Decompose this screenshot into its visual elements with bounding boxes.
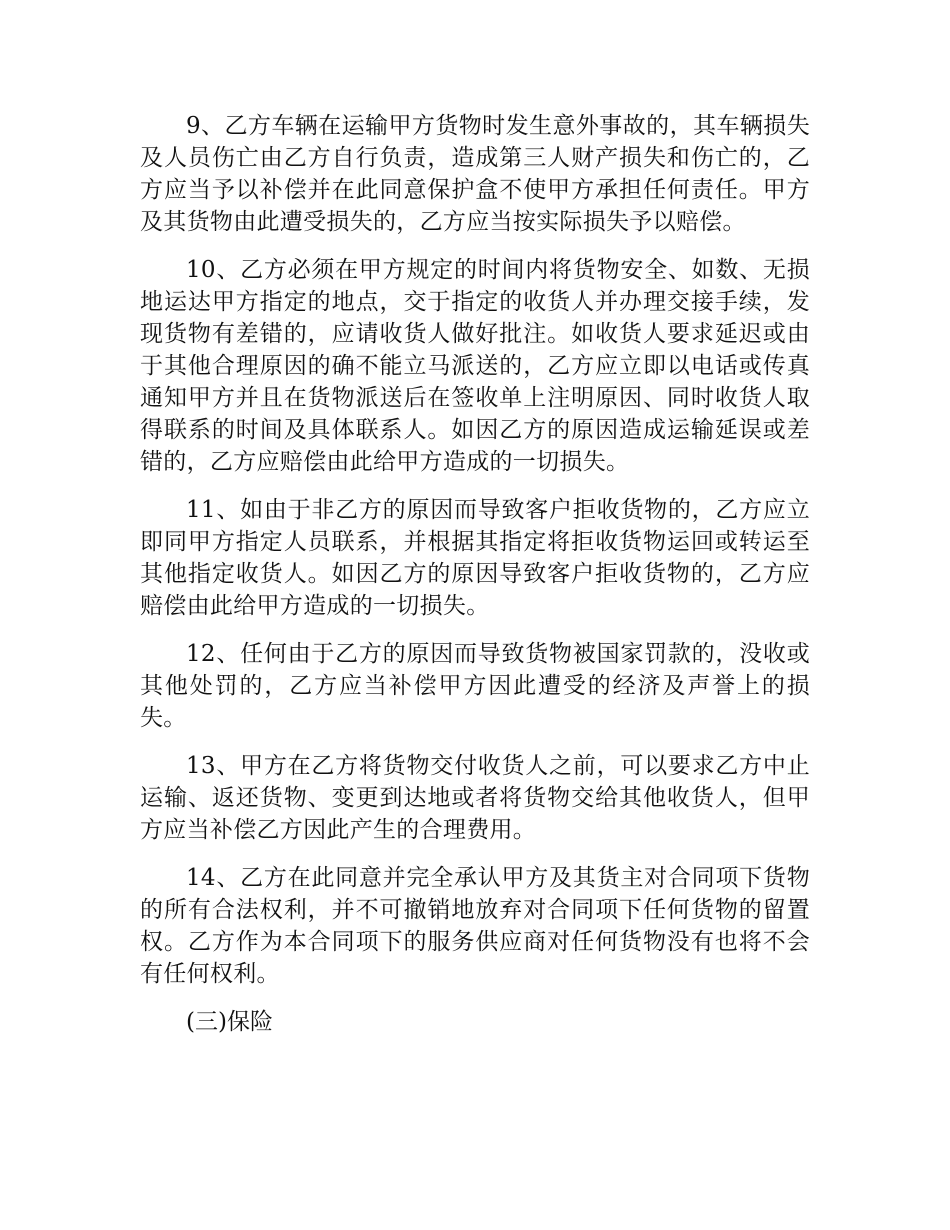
clause-10: 10、乙方必须在甲方规定的时间内将货物安全、如数、无损地运达甲方指定的地点，交于指定的收货人并办理交接手续，发现货物有差错的，应请收货人做好批注。如收货人要求延迟或由于其他合理原因的确不能立马派送的，乙方应立即以电话或传真通知甲方并且在货物派送后在签收单上注明原因、同时收货人取得联系的时间及具体联系人。如因乙方的原因造成运输延误或差错的，乙方应赔偿由此给甲方造成的一切损失。	[140, 257, 810, 475]
clause-11: 11、如由于非乙方的原因而导致客户拒收货物的，乙方应立即同甲方指定人员联系，并根据其指定将拒收货物运回或转运至其他指定收货人。如因乙方的原因导致客户拒收货物的，乙方应赔偿由此给甲方造成的一切损失。	[140, 497, 810, 619]
clause-9: 9、乙方车辆在运输甲方货物时发生意外事故的，其车辆损失及人员伤亡由乙方自行负责，造成第三人财产损失和伤亡的，乙方应当予以补偿并在此同意保护盒不使甲方承担任何责任。甲方及其货物由此遭受损失的，乙方应当按实际损失予以赔偿。	[140, 113, 810, 235]
clause-14: 14、乙方在此同意并完全承认甲方及其货主对合同项下货物的所有合法权利，并不可撤销地放弃对合同项下任何货物的留置权。乙方作为本合同项下的服务供应商对任何货物没有也将不会有任何权利。	[140, 865, 810, 987]
clause-13: 13、甲方在乙方将货物交付收货人之前，可以要求乙方中止运输、返还货物、变更到达地或者将货物交给其他收货人，但甲方应当补偿乙方因此产生的合理费用。	[140, 753, 810, 843]
clause-12: 12、任何由于乙方的原因而导致货物被国家罚款的，没收或其他处罚的，乙方应当补偿甲方因此遭受的经济及声誉上的损失。	[140, 641, 810, 731]
section-heading-insurance: (三)保险	[186, 1009, 273, 1035]
